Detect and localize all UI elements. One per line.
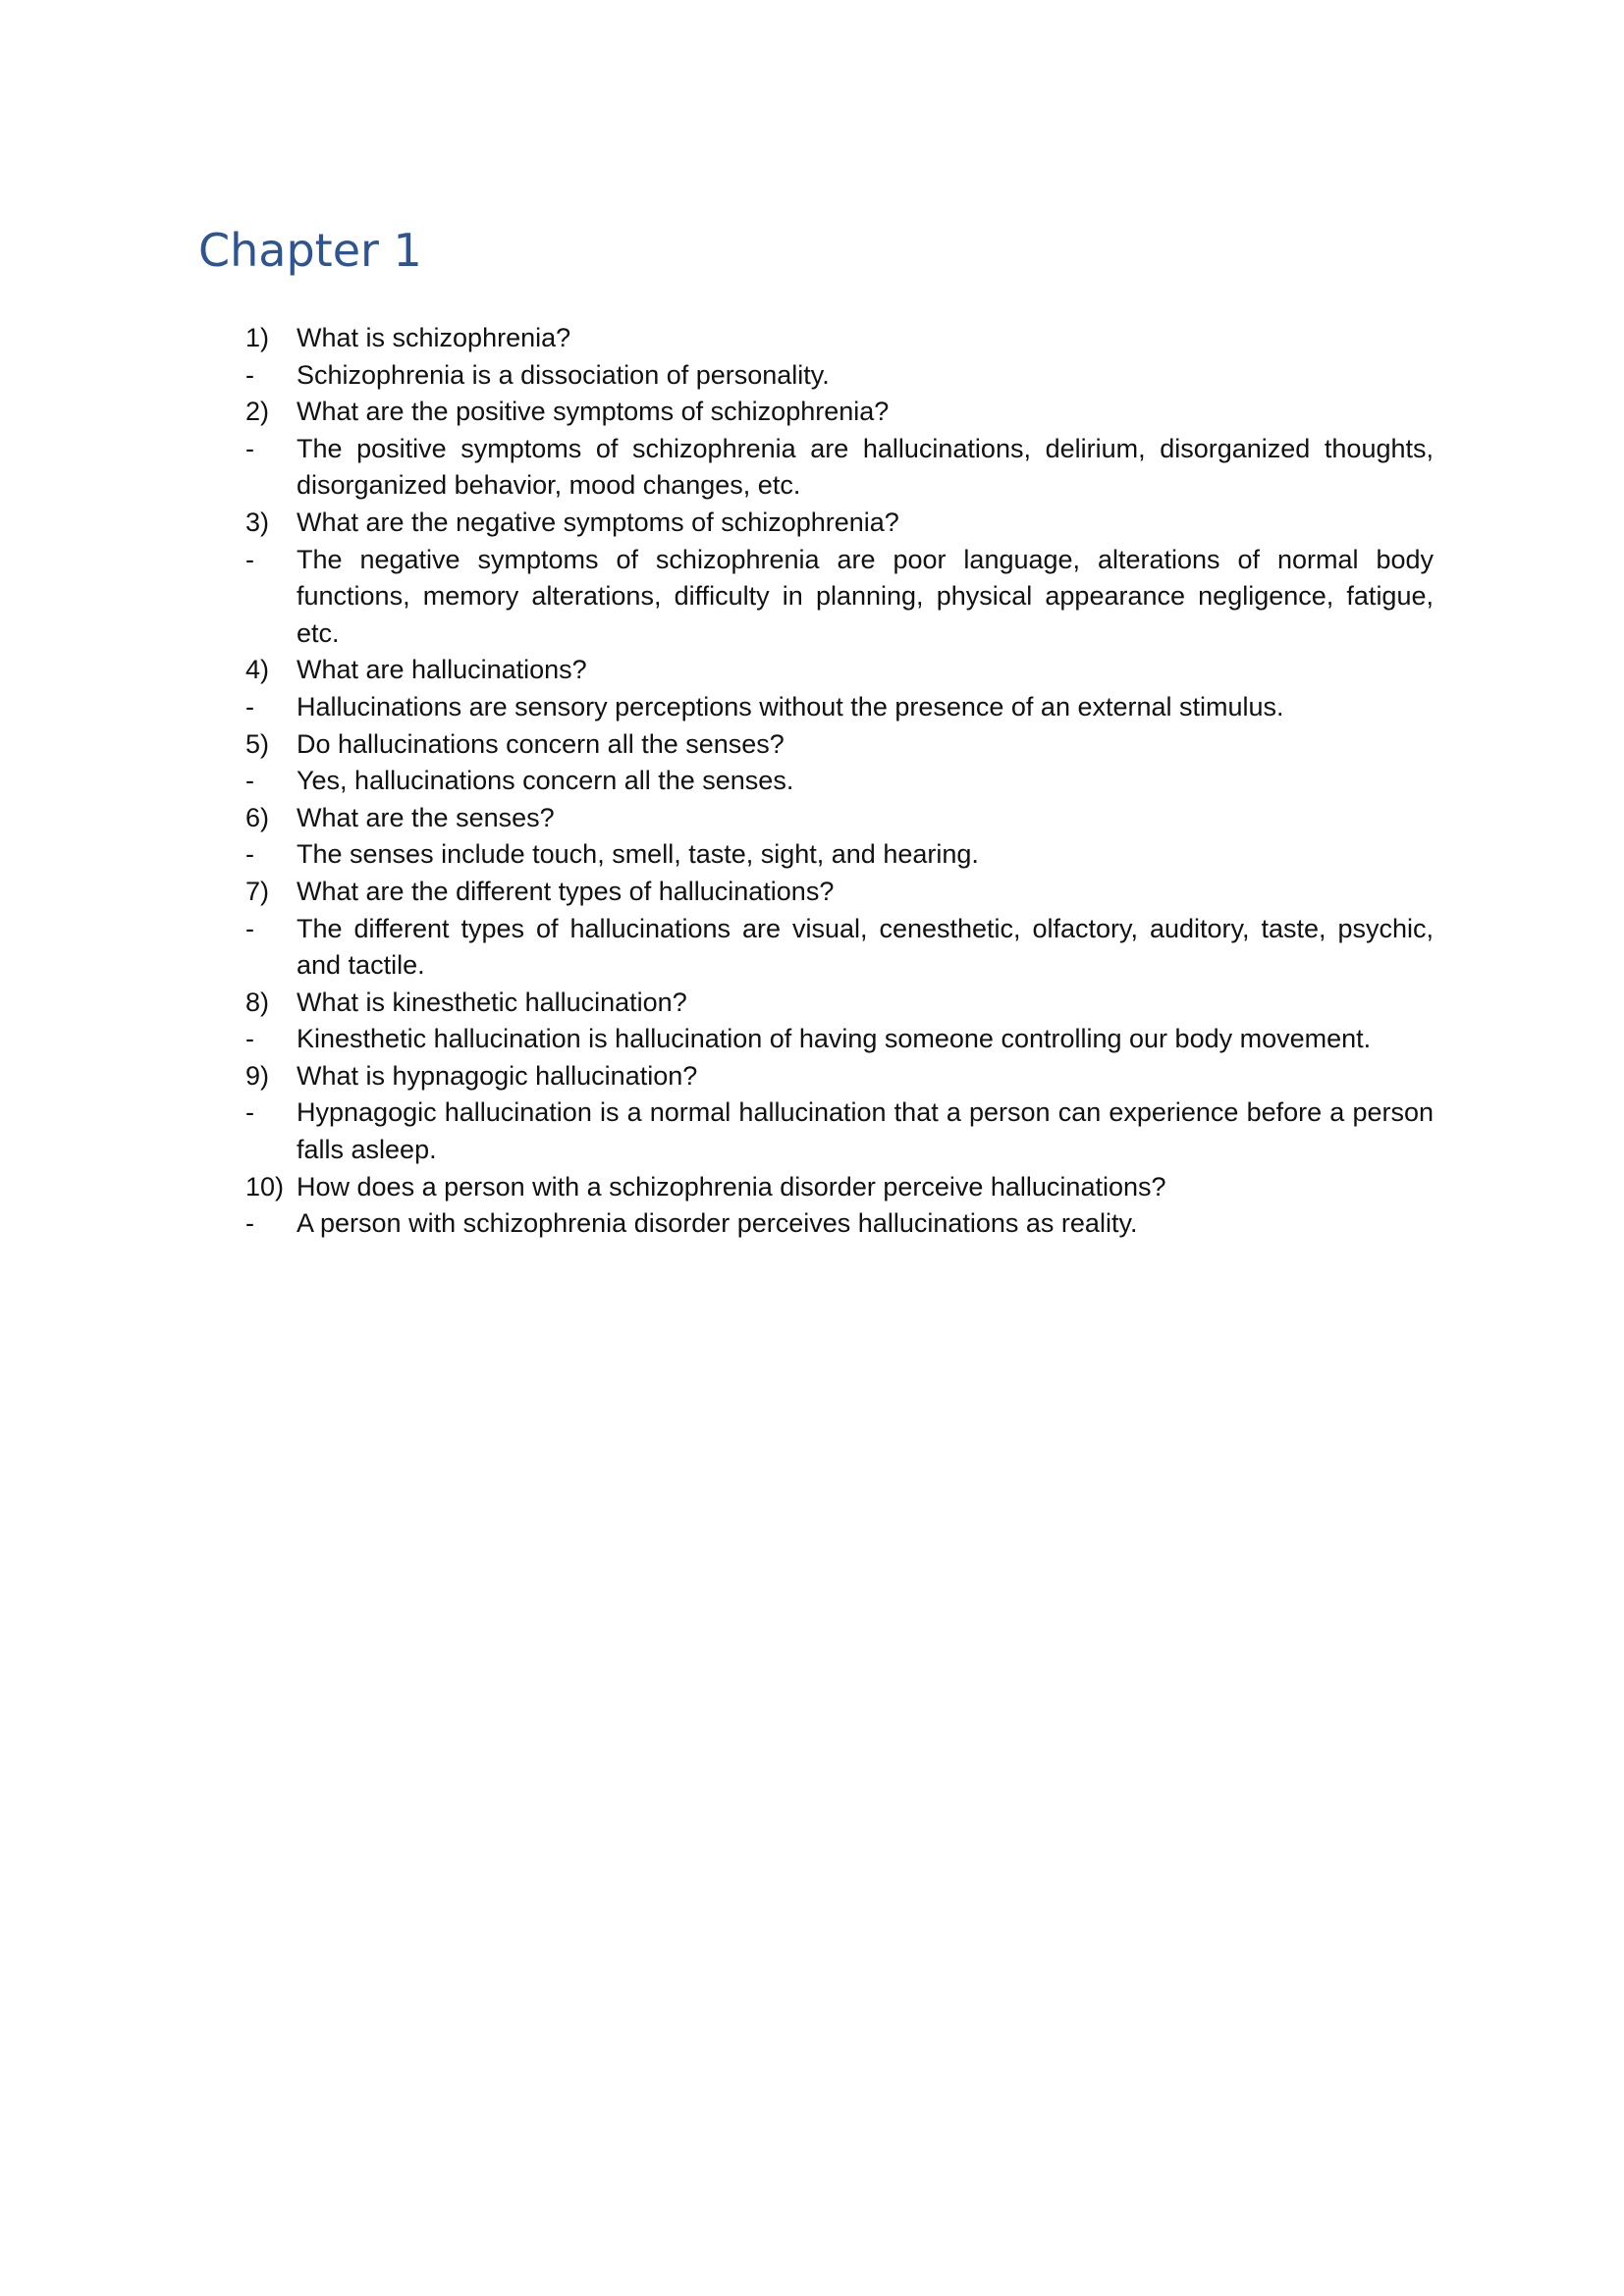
question-text: What is hypnagogic hallucination?	[297, 1060, 698, 1091]
question-text: What are the senses?	[297, 802, 555, 832]
answer-dash: -	[245, 1097, 254, 1128]
qa-question-9	[245, 1058, 1434, 1095]
question-number: 3)	[245, 507, 270, 537]
qa-list	[245, 320, 1434, 1243]
qa-answer-7	[245, 911, 1434, 985]
answer-dash: -	[245, 913, 254, 943]
question-number: 4)	[245, 655, 270, 685]
answer-text: The positive symptoms of schizophrenia are hallucinations, delirium, disorganized thoughts, disorganized behavior, mood changes, etc.	[297, 433, 1434, 501]
qa-answer-9	[245, 1095, 1434, 1168]
question-text: How does a person with a schizophrenia disorder perceive hallucinations?	[297, 1171, 1166, 1201]
answer-text: Yes, hallucinations concern all the senses.	[297, 766, 794, 796]
answer-dash: -	[245, 766, 254, 796]
question-number: 2)	[245, 397, 270, 427]
question-text: What is schizophrenia?	[297, 323, 571, 352]
question-number: 5)	[245, 728, 270, 759]
qa-question-6	[245, 800, 1434, 837]
qa-question-7	[245, 874, 1434, 911]
answer-dash: -	[245, 839, 254, 870]
answer-dash: -	[245, 433, 254, 463]
answer-text: A person with schizophrenia disorder perceives hallucinations as reality.	[297, 1208, 1138, 1239]
answer-text: Hallucinations are sensory perceptions without the presence of an external stimulus.	[297, 691, 1284, 721]
question-text: What is kinesthetic hallucination?	[297, 987, 687, 1017]
question-number: 9)	[245, 1060, 270, 1091]
qa-answer-4	[245, 689, 1434, 726]
chapter-title: Chapter 1	[198, 224, 422, 277]
answer-dash: -	[245, 1024, 254, 1054]
qa-answer-2	[245, 431, 1434, 505]
qa-answer-3	[245, 542, 1434, 653]
qa-answer-10	[245, 1205, 1434, 1243]
qa-question-3	[245, 505, 1434, 542]
qa-question-1	[245, 320, 1434, 357]
answer-text: The senses include touch, smell, taste, sight, and hearing.	[297, 839, 979, 870]
answer-text: The different types of hallucinations are visual, cenesthetic, olfactory, auditory, taste, psychic, and tactile.	[297, 913, 1434, 981]
qa-question-2	[245, 394, 1434, 431]
qa-answer-5	[245, 763, 1434, 800]
question-number: 6)	[245, 802, 270, 832]
qa-question-10	[245, 1169, 1434, 1206]
question-number: 1)	[245, 323, 270, 352]
answer-text: Hypnagogic hallucination is a normal hallucination that a person can experience before a person falls asleep.	[297, 1097, 1434, 1165]
question-text: What are the different types of hallucinations?	[297, 876, 835, 906]
question-text: What are the positive symptoms of schizophrenia?	[297, 397, 890, 427]
answer-dash: -	[245, 359, 254, 390]
answer-text: Kinesthetic hallucination is hallucination of having someone controlling our body movement.	[297, 1024, 1372, 1054]
answer-dash: -	[245, 691, 254, 721]
question-number: 8)	[245, 987, 270, 1017]
qa-question-5	[245, 726, 1434, 764]
answer-text: The negative symptoms of schizophrenia are poor language, alterations of normal body functions, memory alterations, difficulty in planning, physical appearance negligence, fatigue, etc.	[297, 544, 1434, 648]
answer-dash: -	[245, 1208, 254, 1239]
question-text: Do hallucinations concern all the senses?	[297, 728, 785, 759]
qa-answer-6	[245, 836, 1434, 874]
question-number: 10)	[245, 1171, 285, 1201]
qa-answer-8	[245, 1021, 1434, 1058]
qa-question-4	[245, 652, 1434, 689]
answer-dash: -	[245, 544, 254, 574]
answer-text: Schizophrenia is a dissociation of personality.	[297, 359, 830, 390]
question-text: What are the negative symptoms of schizophrenia?	[297, 507, 899, 537]
qa-question-8	[245, 985, 1434, 1022]
question-text: What are hallucinations?	[297, 655, 587, 685]
qa-answer-1	[245, 357, 1434, 395]
question-number: 7)	[245, 876, 270, 906]
